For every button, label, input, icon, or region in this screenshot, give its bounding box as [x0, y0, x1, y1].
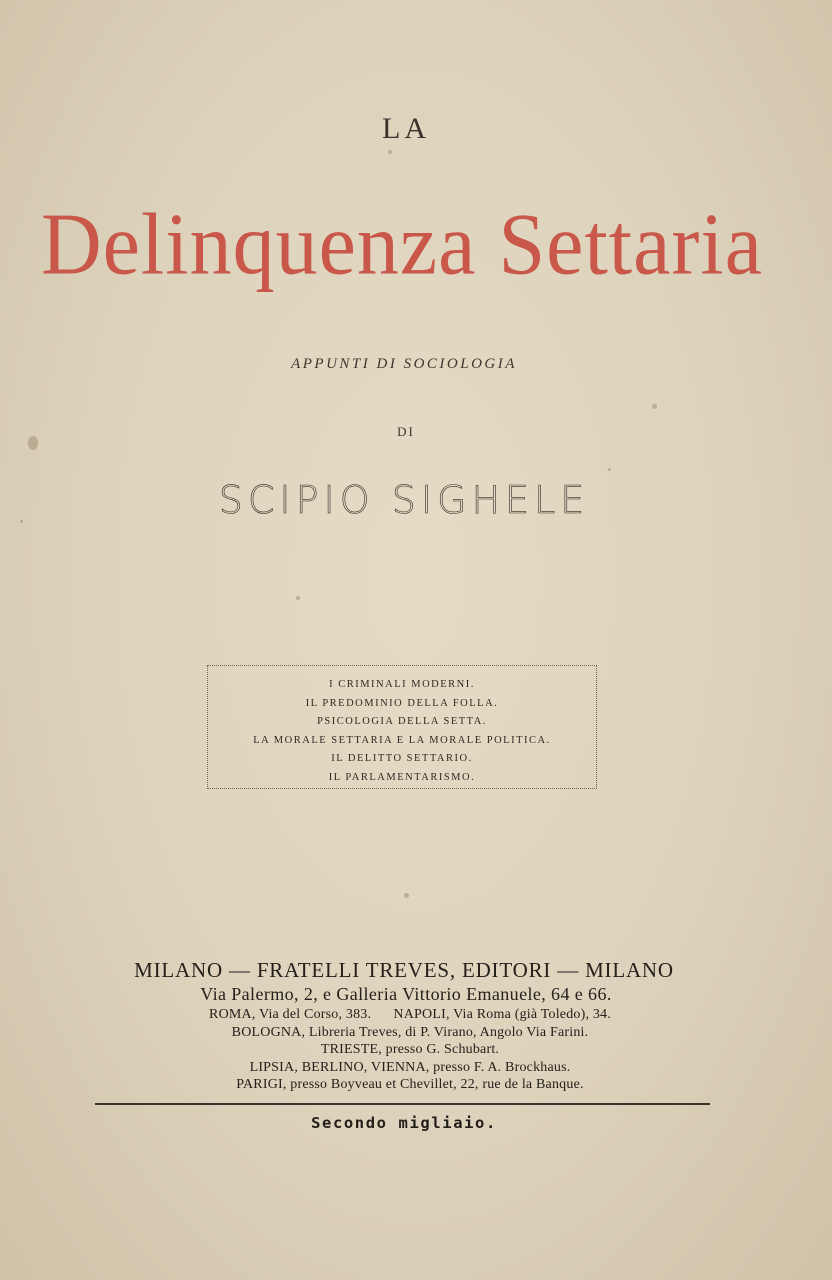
publisher-line: MILANO — FRATELLI TREVES, EDITORI — MILANO — [134, 958, 674, 982]
contents-list — [208, 676, 596, 787]
contents-box — [207, 665, 597, 789]
author-name: SCIPIO SIGHELE — [218, 478, 590, 522]
contents-item: LA MORALE SETTARIA E LA MORALE POLITICA. — [253, 734, 551, 746]
branch-line: LIPSIA, BERLINO, VIENNA, presso F. A. Brockhaus. — [249, 1059, 571, 1075]
branch-line: PARIGI, presso Boyveau et Chevillet, 22, rue de la Banque. — [236, 1077, 584, 1092]
edition-note: Secondo migliaio. — [311, 1114, 497, 1132]
contents-item: IL PREDOMINIO DELLA FOLLA. — [305, 697, 499, 709]
foxing-spot — [404, 893, 409, 898]
branch-line: ROMA, Via del Corso, 383. NAPOLI, Via Roma (già Toledo), 34. — [209, 1007, 611, 1022]
foxing-spot — [296, 596, 300, 600]
foxing-spot — [652, 404, 657, 409]
foxing-spot — [388, 150, 392, 154]
contents-item: IL PARLAMENTARISMO. — [328, 771, 476, 783]
contents-item: IL DELITTO SETTARIO. — [331, 753, 473, 764]
title-article: LA — [382, 112, 430, 145]
byline-word: DI — [397, 424, 415, 439]
branch-line: TRIESTE, presso G. Schubart. — [320, 1042, 500, 1057]
branch-list — [0, 1006, 826, 1094]
publisher-address: Via Palermo, 2, e Galleria Vittorio Emanuele, 64 e 66. — [200, 984, 612, 1004]
branch-line: BOLOGNA, Libreria Treves, di P. Virano, Angolo Via Farini. — [231, 1024, 589, 1040]
horizontal-rule — [95, 1103, 710, 1105]
contents-item: I CRIMINALI MODERNI. — [329, 679, 475, 690]
book-subtitle: APPUNTI DI SOCIOLOGIA — [291, 356, 517, 372]
foxing-spot — [608, 468, 611, 471]
book-title: Delinquenza Settaria — [40, 195, 764, 294]
contents-item: PSICOLOGIA DELLA SETTA. — [317, 716, 487, 727]
